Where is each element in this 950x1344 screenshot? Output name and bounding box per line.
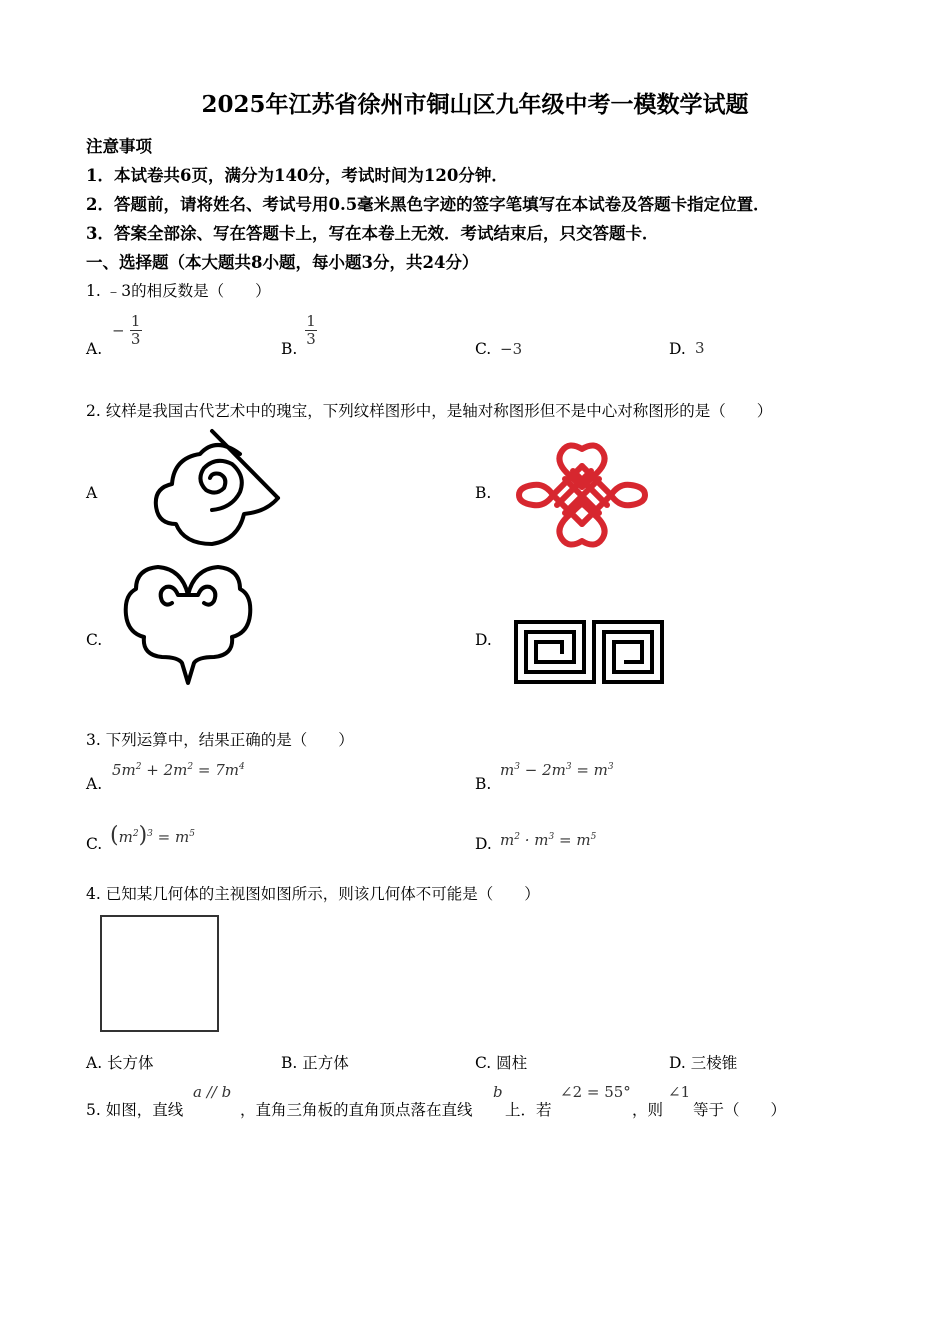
notice-item-1: 1．本试卷共6页，满分为140分，考试时间为120分钟． bbox=[86, 166, 508, 185]
q5-math-line-b: b bbox=[493, 1083, 503, 1101]
q3-option-c-expression: $(m^2)^3 = m^5$ bbox=[110, 823, 195, 848]
page-title: 2025年江苏省徐州市铜山区九年级中考一模数学试题 bbox=[201, 91, 749, 118]
q3-option-a-expression: $5m^2 + 2m^2 = 7m^4$ bbox=[112, 761, 245, 779]
q1-option-a-value bbox=[112, 313, 142, 348]
numerator: 1 bbox=[130, 312, 141, 330]
q2-option-d-label: D. bbox=[475, 631, 492, 649]
section-1-heading: 一、选择题（本大题共8小题，每小题3分，共24分） bbox=[86, 253, 479, 272]
q5-text-3: 上．若 bbox=[505, 1101, 552, 1119]
q5-math-angle-2: ∠2 = 55° bbox=[560, 1083, 631, 1101]
q1-option-a-label: A. bbox=[86, 340, 103, 358]
notice-item-3: 3．答案全部涂、写在答题卡上，写在本卷上无效．考试结束后，只交答题卡． bbox=[86, 224, 659, 243]
q5-math-angle-1: ∠1 bbox=[668, 1083, 691, 1101]
minus-sign: − bbox=[112, 321, 125, 340]
q4-option-b: B. 正方体 bbox=[281, 1054, 349, 1072]
front-view-square-figure bbox=[100, 915, 219, 1032]
q5-text-1: 5. 如图，直线 bbox=[86, 1101, 184, 1119]
q4-option-c: C. 圆柱 bbox=[475, 1054, 528, 1072]
q2-stem: 2. 纹样是我国古代艺术中的瑰宝，下列纹样图形中，是轴对称图形但不是中心对称图形的是（ ） bbox=[86, 402, 773, 420]
q2-option-c-label: C. bbox=[86, 631, 103, 649]
q3-option-b-expression: $m^3 - 2m^3 = m^3$ bbox=[500, 761, 614, 779]
q1-option-d-value: 3 bbox=[695, 339, 705, 357]
denominator: 3 bbox=[306, 330, 316, 348]
q5-math-parallel: a // b bbox=[193, 1083, 232, 1101]
notice-heading: 注意事项 bbox=[86, 137, 152, 156]
chinese-knot-figure-b bbox=[513, 443, 651, 547]
q3-option-d-label: D. bbox=[475, 835, 492, 853]
q1-option-b-label: B. bbox=[281, 340, 298, 358]
q5-text-2: ，直角三角板的直角顶点落在直线 bbox=[240, 1101, 473, 1119]
numerator: 1 bbox=[306, 312, 316, 330]
fraction bbox=[130, 313, 142, 348]
meander-pattern-figure-d bbox=[514, 620, 664, 686]
q4-option-d: D. 三棱锥 bbox=[669, 1054, 738, 1072]
denominator: 3 bbox=[130, 330, 141, 348]
fraction bbox=[305, 313, 317, 348]
q3-option-b-label: B. bbox=[475, 775, 492, 793]
q3-stem: 3. 下列运算中，结果正确的是（ ） bbox=[86, 731, 354, 749]
q3-option-a-label: A. bbox=[86, 775, 103, 793]
q2-option-b-label: B. bbox=[475, 484, 492, 502]
cloud-pattern-figure-a bbox=[150, 428, 280, 548]
q2-option-a-label: A bbox=[86, 484, 98, 502]
q1-option-c-label: C. bbox=[475, 340, 492, 358]
q3-option-c-label: C. bbox=[86, 835, 103, 853]
q4-option-a: A. 长方体 bbox=[86, 1054, 154, 1072]
notice-item-2: 2．答题前，请将姓名、考试号用0.5毫米黑色字迹的签字笔填写在本试卷及答题卡指定位置． bbox=[86, 195, 770, 214]
q1-stem: 1. ﹣3的相反数是（ ） bbox=[86, 282, 271, 300]
q1-option-d-label: D. bbox=[669, 340, 686, 358]
q4-stem: 4. 已知某几何体的主视图如图所示，则该几何体不可能是（ ） bbox=[86, 885, 540, 903]
q3-option-d-expression: $m^2 \cdot m^3 = m^5$ bbox=[500, 831, 597, 849]
q5-text-5: 等于（ ） bbox=[693, 1101, 787, 1119]
cloud-pattern-figure-c bbox=[122, 563, 254, 687]
q1-option-c-value: −3 bbox=[500, 340, 523, 358]
q1-option-b-value bbox=[305, 313, 317, 348]
q5-text-4: ，则 bbox=[632, 1101, 664, 1119]
